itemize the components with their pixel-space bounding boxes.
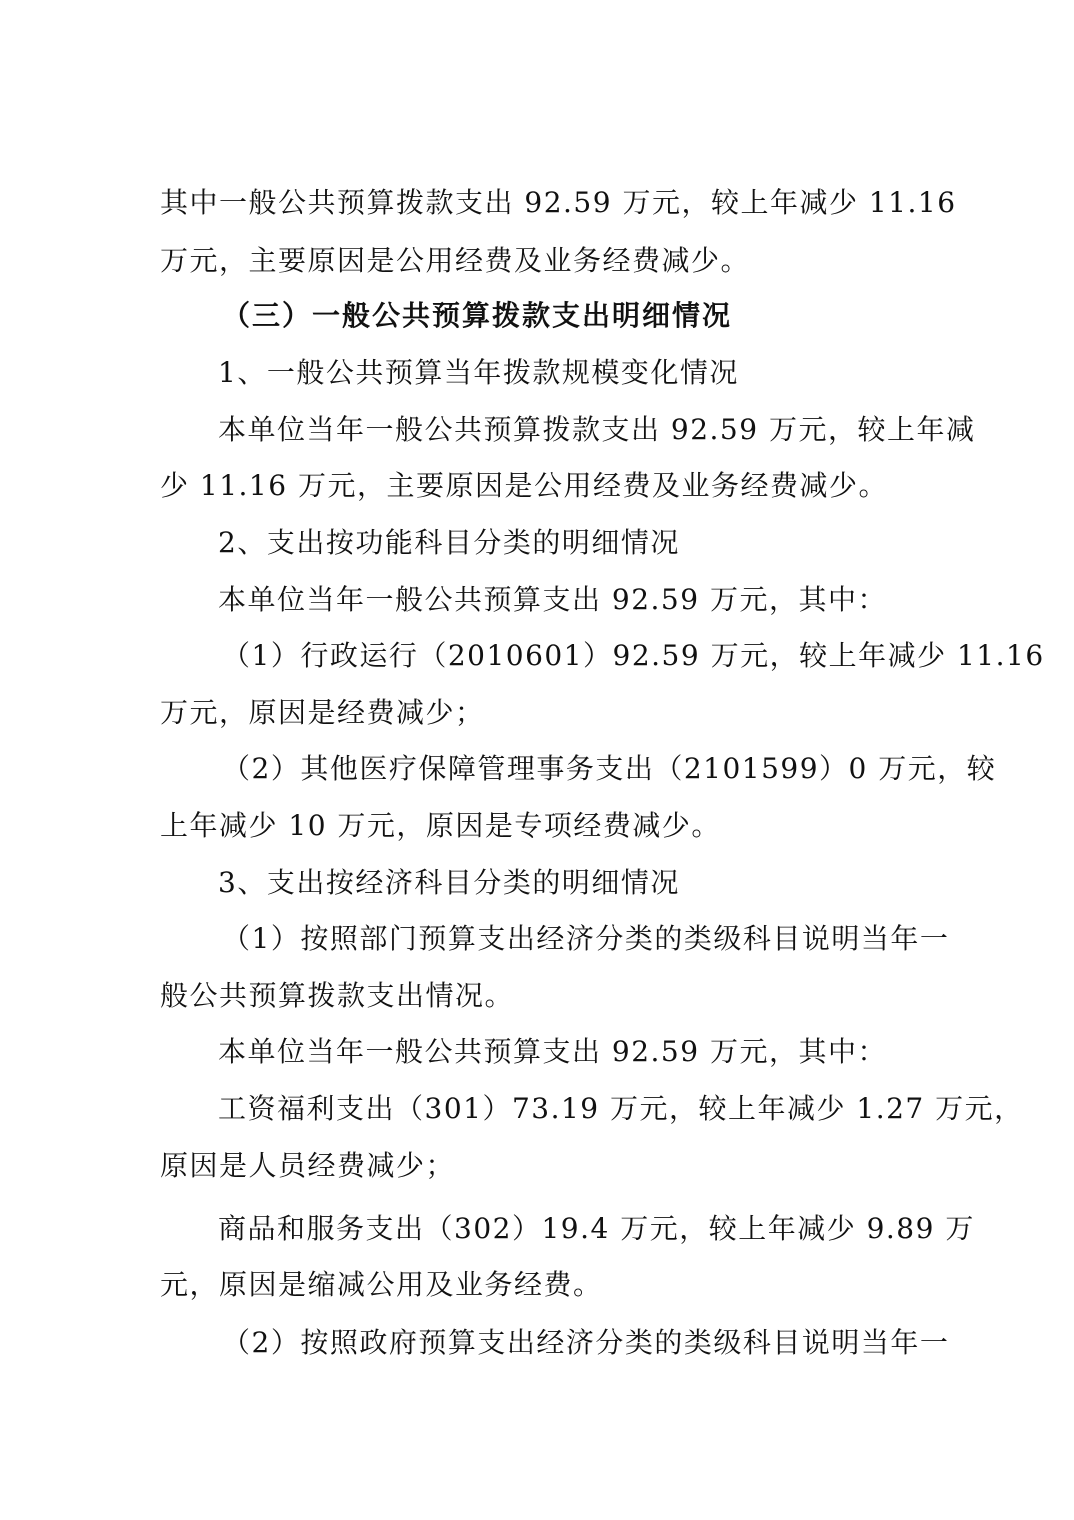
list-item-line: 上年减少 10 万元，原因是专项经费减少。 <box>160 809 721 842</box>
paragraph-line: 元，原因是缩减公用及业务经费。 <box>160 1268 603 1301</box>
list-item-line: 万元，原因是经费减少； <box>160 696 485 729</box>
paragraph-line: 本单位当年一般公共预算支出 92.59 万元，其中： <box>218 583 887 616</box>
paragraph-line: 商品和服务支出（302）19.4 万元，较上年减少 9.89 万 <box>218 1212 975 1245</box>
paragraph-line: 本单位当年一般公共预算拨款支出 92.59 万元，较上年减 <box>218 413 976 446</box>
subsection-heading: 2、支出按功能科目分类的明细情况 <box>218 526 680 559</box>
paragraph-line: 其中一般公共预算拨款支出 92.59 万元，较上年减少 11.16 <box>160 186 957 219</box>
list-item-line: （2）按照政府预算支出经济分类的类级科目说明当年一 <box>222 1326 950 1359</box>
section-heading: （三）一般公共预算拨款支出明细情况 <box>222 299 733 332</box>
paragraph-line: 原因是人员经费减少； <box>160 1149 456 1182</box>
paragraph-line: 工资福利支出（301）73.19 万元，较上年减少 1.27 万元， <box>218 1092 1024 1125</box>
list-item-line: 般公共预算拨款支出情况。 <box>160 979 515 1012</box>
paragraph-line: 少 11.16 万元，主要原因是公用经费及业务经费减少。 <box>160 469 888 502</box>
paragraph-line: 本单位当年一般公共预算支出 92.59 万元，其中： <box>218 1035 887 1068</box>
list-item-line: （1）行政运行（2010601）92.59 万元，较上年减少 11.16 <box>222 639 1045 672</box>
list-item-line: （2）其他医疗保障管理事务支出（2101599）0 万元，较 <box>222 752 997 785</box>
subsection-heading: 3、支出按经济科目分类的明细情况 <box>218 866 680 899</box>
paragraph-line: 万元，主要原因是公用经费及业务经费减少。 <box>160 244 751 277</box>
list-item-line: （1）按照部门预算支出经济分类的类级科目说明当年一 <box>222 922 950 955</box>
subsection-heading: 1、一般公共预算当年拨款规模变化情况 <box>218 356 739 389</box>
